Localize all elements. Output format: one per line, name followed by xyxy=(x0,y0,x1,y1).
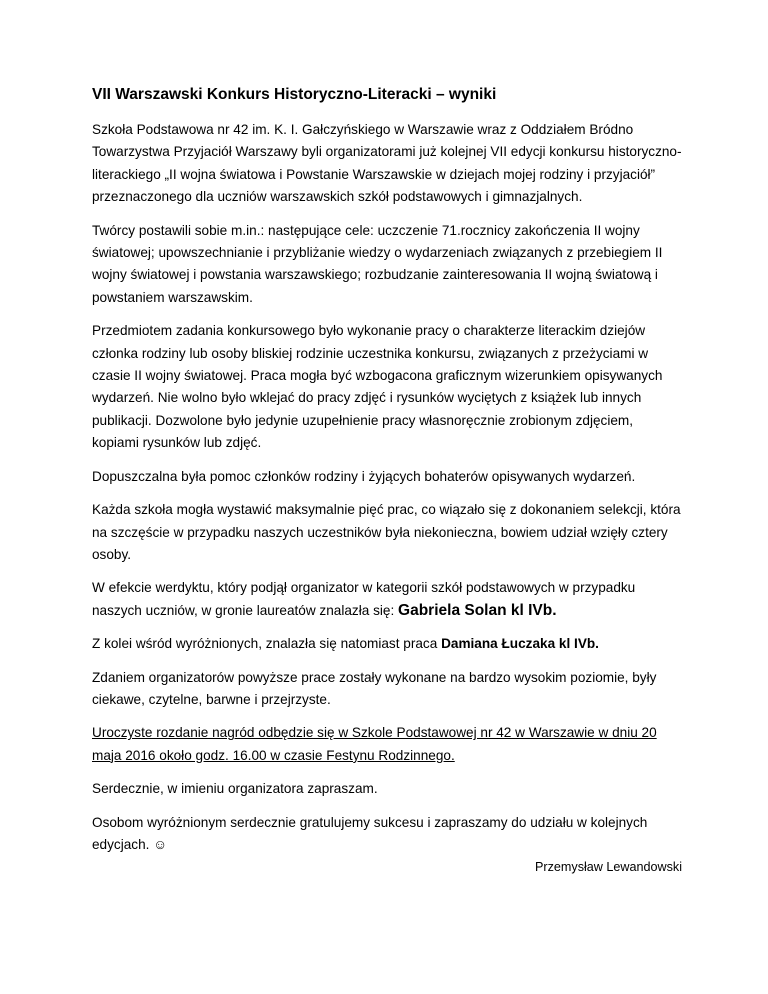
paragraph-congratulations: Osobom wyróżnionym serdecznie gratulujemy sukcesu i zapraszamy do udziału w kolejnych edycjach. ☺ xyxy=(92,814,648,852)
paragraph-selection: Każda szkoła mogła wystawić maksymalnie pięć prac, co wiązało się z dokonaniem selekcji, która na szczęście w przypadku naszych uczestników była niekonieczna, bowiem udział wzięły cztery osoby. xyxy=(92,502,681,562)
document-title: VII Warszawski Konkurs Historyczno-Literacki – wyniki xyxy=(92,86,497,103)
paragraph-laureate xyxy=(92,577,682,622)
document-body xyxy=(92,84,682,874)
paragraph-ceremony: Uroczyste rozdanie nagród odbędzie się w Szkole Podstawowej nr 42 w Warszawie w dniu 20 maja 2016 około godz. 16.00 w czasie Festynu Rodzinnego. xyxy=(92,725,657,763)
laureate-name: Gabriela Solan kl IVb. xyxy=(398,601,557,619)
distinction-name: Damiana Łuczaka kl IVb. xyxy=(441,636,599,652)
paragraph-invitation: Serdecznie, w imieniu organizatora zapraszam. xyxy=(92,781,378,797)
laureate-text: W efekcie werdyktu, który podjął organizator w kategorii szkół podstawowych w przypadku naszych uczniów, w gronie laureatów znalazła się: xyxy=(92,580,636,618)
paragraph-intro: Szkoła Podstawowa nr 42 im. K. I. Gałczyńskiego w Warszawie wraz z Oddziałem Bródno Towarzystwa Przyjaciół Warszawy byli organizatorami już kolejnej VII edycji konkursu historyczno-literackiego „II wojna światowa i Powstanie Warszawskie w dziejach mojej rodziny i przyjaciół” przeznaczonego dla uczniów warszawskich szkół podstawowych i gimnazjalnych. xyxy=(92,122,682,205)
paragraph-help: Dopuszczalna była pomoc członków rodziny i żyjących bohaterów opisywanych wydarzeń. xyxy=(92,468,636,484)
paragraph-goals: Twórcy postawili sobie m.in.: następujące cele: uczczenie 71.rocznicy zakończenia II wojny światowej; upowszechnianie i przybliżanie wiedzy o wydarzeniach związanych z przebiegiem II wojny światowej i powstania warszawskiego; rozbudzanie zainteresowania II wojną światową i powstaniem warszawskim. xyxy=(92,222,663,305)
paragraph-task: Przedmiotem zadania konkursowego było wykonanie pracy o charakterze literackim dziejów członka rodziny lub osoby bliskiej rodzinie uczestnika konkursu, związanych z przeżyciami w czasie II wojny światowej. Praca mogła być wzbogacona graficznym wizerunkiem opisywanych wydarzeń. Nie wolno było wklejać do pracy zdjęć i rysunków wyciętych z książek lub innych publikacji. Dozwolone było jedynie uzupełnienie pracy własnoręcznie zrobionym zdjęciem, kopiami rysunków lub zdjęć. xyxy=(92,323,663,451)
signature: Przemysław Lewandowski xyxy=(535,860,682,874)
paragraph-assessment: Zdaniem organizatorów powyższe prace zostały wykonane na bardzo wysokim poziomie, były ciekawe, czytelne, barwne i przejrzyste. xyxy=(92,669,657,707)
paragraph-distinction xyxy=(92,633,682,655)
distinction-text: Z kolei wśród wyróżnionych, znalazła się natomiast praca xyxy=(92,636,442,652)
